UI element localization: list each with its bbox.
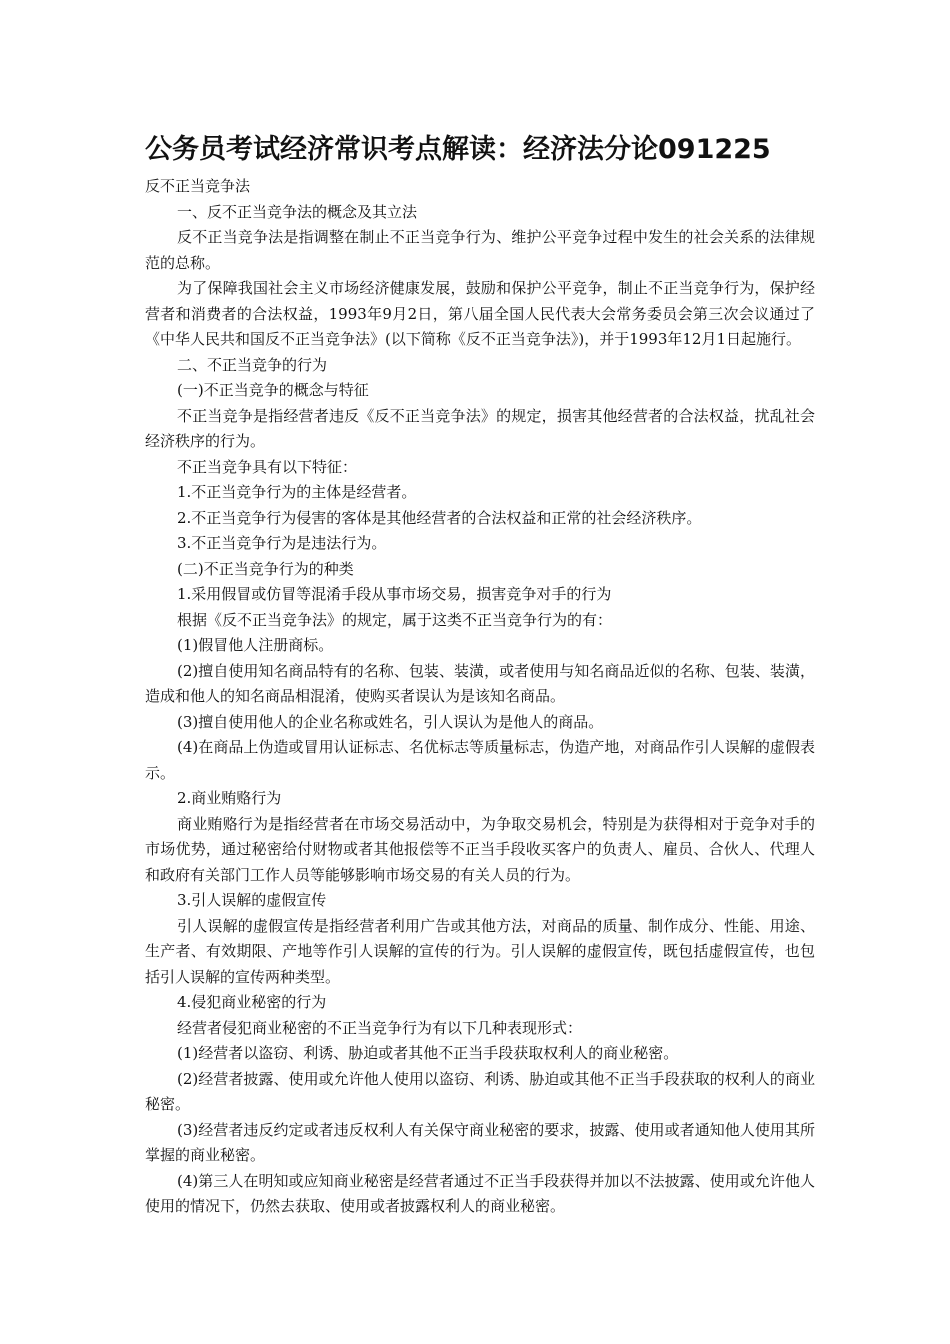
paragraph: 不正当竞争具有以下特征：	[177, 457, 358, 476]
paragraph: 经营者侵犯商业秘密的不正当竞争行为有以下几种表现形式：	[177, 1018, 583, 1037]
paragraph: (4)第三人在明知或应知商业秘密是经营者通过不正当手段获得并加以不法披露、使用或允许他人使用的情况下，仍然去获取、使用或者披露权利人的商业秘密。	[145, 1171, 815, 1215]
section-heading: 反不正当竞争法	[145, 177, 251, 195]
paragraph: 反不正当竞争法是指调整在制止不正当竞争行为、维护公平竞争过程中发生的社会关系的法律规范的总称。	[145, 228, 815, 272]
paragraph: (2)擅自使用知名商品特有的名称、包装、装潢，或者使用与知名商品近似的名称、包装、装潢，造成和他人的知名商品相混淆，使购买者误认为是该知名商品。	[145, 661, 815, 705]
paragraph: 3.引人误解的虚假宣传	[177, 891, 327, 909]
document-body	[145, 130, 815, 1220]
paragraph: 2.不正当竞争行为侵害的客体是其他经营者的合法权益和正常的社会经济秩序。	[177, 508, 702, 527]
paragraph: 2.商业贿赂行为	[177, 789, 282, 807]
paragraph: (一)不正当竞争的概念与特征	[177, 381, 369, 399]
paragraph: 二、不正当竞争的行为	[177, 355, 328, 374]
paragraph: 商业贿赂行为是指经营者在市场交易活动中，为争取交易机会，特别是为获得相对于竞争对手的市场优势，通过秘密给付财物或者其他报偿等不正当手段收买客户的负责人、雇员、合伙人、代理人和政府有关部门工作人员等能够影响市场交易的有关人员的行为。	[145, 814, 815, 884]
paragraph: 4.侵犯商业秘密的行为	[177, 993, 327, 1011]
paragraph: 3.不正当竞争行为是违法行为。	[177, 534, 387, 552]
paragraph: 根据《反不正当竞争法》的规定，属于这类不正当竞争行为的有：	[177, 610, 613, 629]
paragraph: (二)不正当竞争行为的种类	[177, 559, 354, 578]
paragraph: (3)擅自使用他人的企业名称或姓名，引人误认为是他人的商品。	[177, 712, 604, 731]
document-title: 公务员考试经济常识考点解读：经济法分论091225	[145, 134, 771, 165]
paragraph: (1)假冒他人注册商标。	[177, 636, 334, 654]
paragraph: (1)经营者以盗窃、利诱、胁迫或者其他不正当手段获取权利人的商业秘密。	[177, 1044, 679, 1062]
paragraph: 一、反不正当竞争法的概念及其立法	[177, 202, 418, 221]
paragraph: 不正当竞争是指经营者违反《反不正当竞争法》的规定，损害其他经营者的合法权益，扰乱社会经济秩序的行为。	[145, 406, 815, 450]
paragraph: (2)经营者披露、使用或允许他人使用以盗窃、利诱、胁迫或其他不正当手段获取的权利人的商业秘密。	[145, 1069, 815, 1113]
paragraph: 1.不正当竞争行为的主体是经营者。	[177, 483, 417, 501]
paragraph: 为了保障我国社会主义市场经济健康发展，鼓励和保护公平竞争，制止不正当竞争行为，保护经营者和消费者的合法权益，1993年9月2日，第八届全国人民代表大会常务委员会第三次会议通过了《中华人民共和国反不正当竞争法》(以下简称《反不正当竞争法》)，并于1993年12月1日起施行。	[145, 279, 815, 348]
paragraph: (4)在商品上伪造或冒用认证标志、名优标志等质量标志，伪造产地，对商品作引人误解的虚假表示。	[145, 738, 815, 782]
paragraph: (3)经营者违反约定或者违反权利人有关保守商业秘密的要求，披露、使用或者通知他人使用其所掌握的商业秘密。	[145, 1120, 815, 1164]
paragraph: 引人误解的虚假宣传是指经营者利用广告或其他方法，对商品的质量、制作成分、性能、用途、生产者、有效期限、产地等作引人误解的宣传的行为。引人误解的虚假宣传，既包括虚假宣传，也包括引人误解的宣传两种类型。	[145, 916, 815, 986]
paragraph: 1.采用假冒或仿冒等混淆手段从事市场交易，损害竞争对手的行为	[177, 585, 612, 603]
paragraph-list	[145, 174, 815, 1220]
